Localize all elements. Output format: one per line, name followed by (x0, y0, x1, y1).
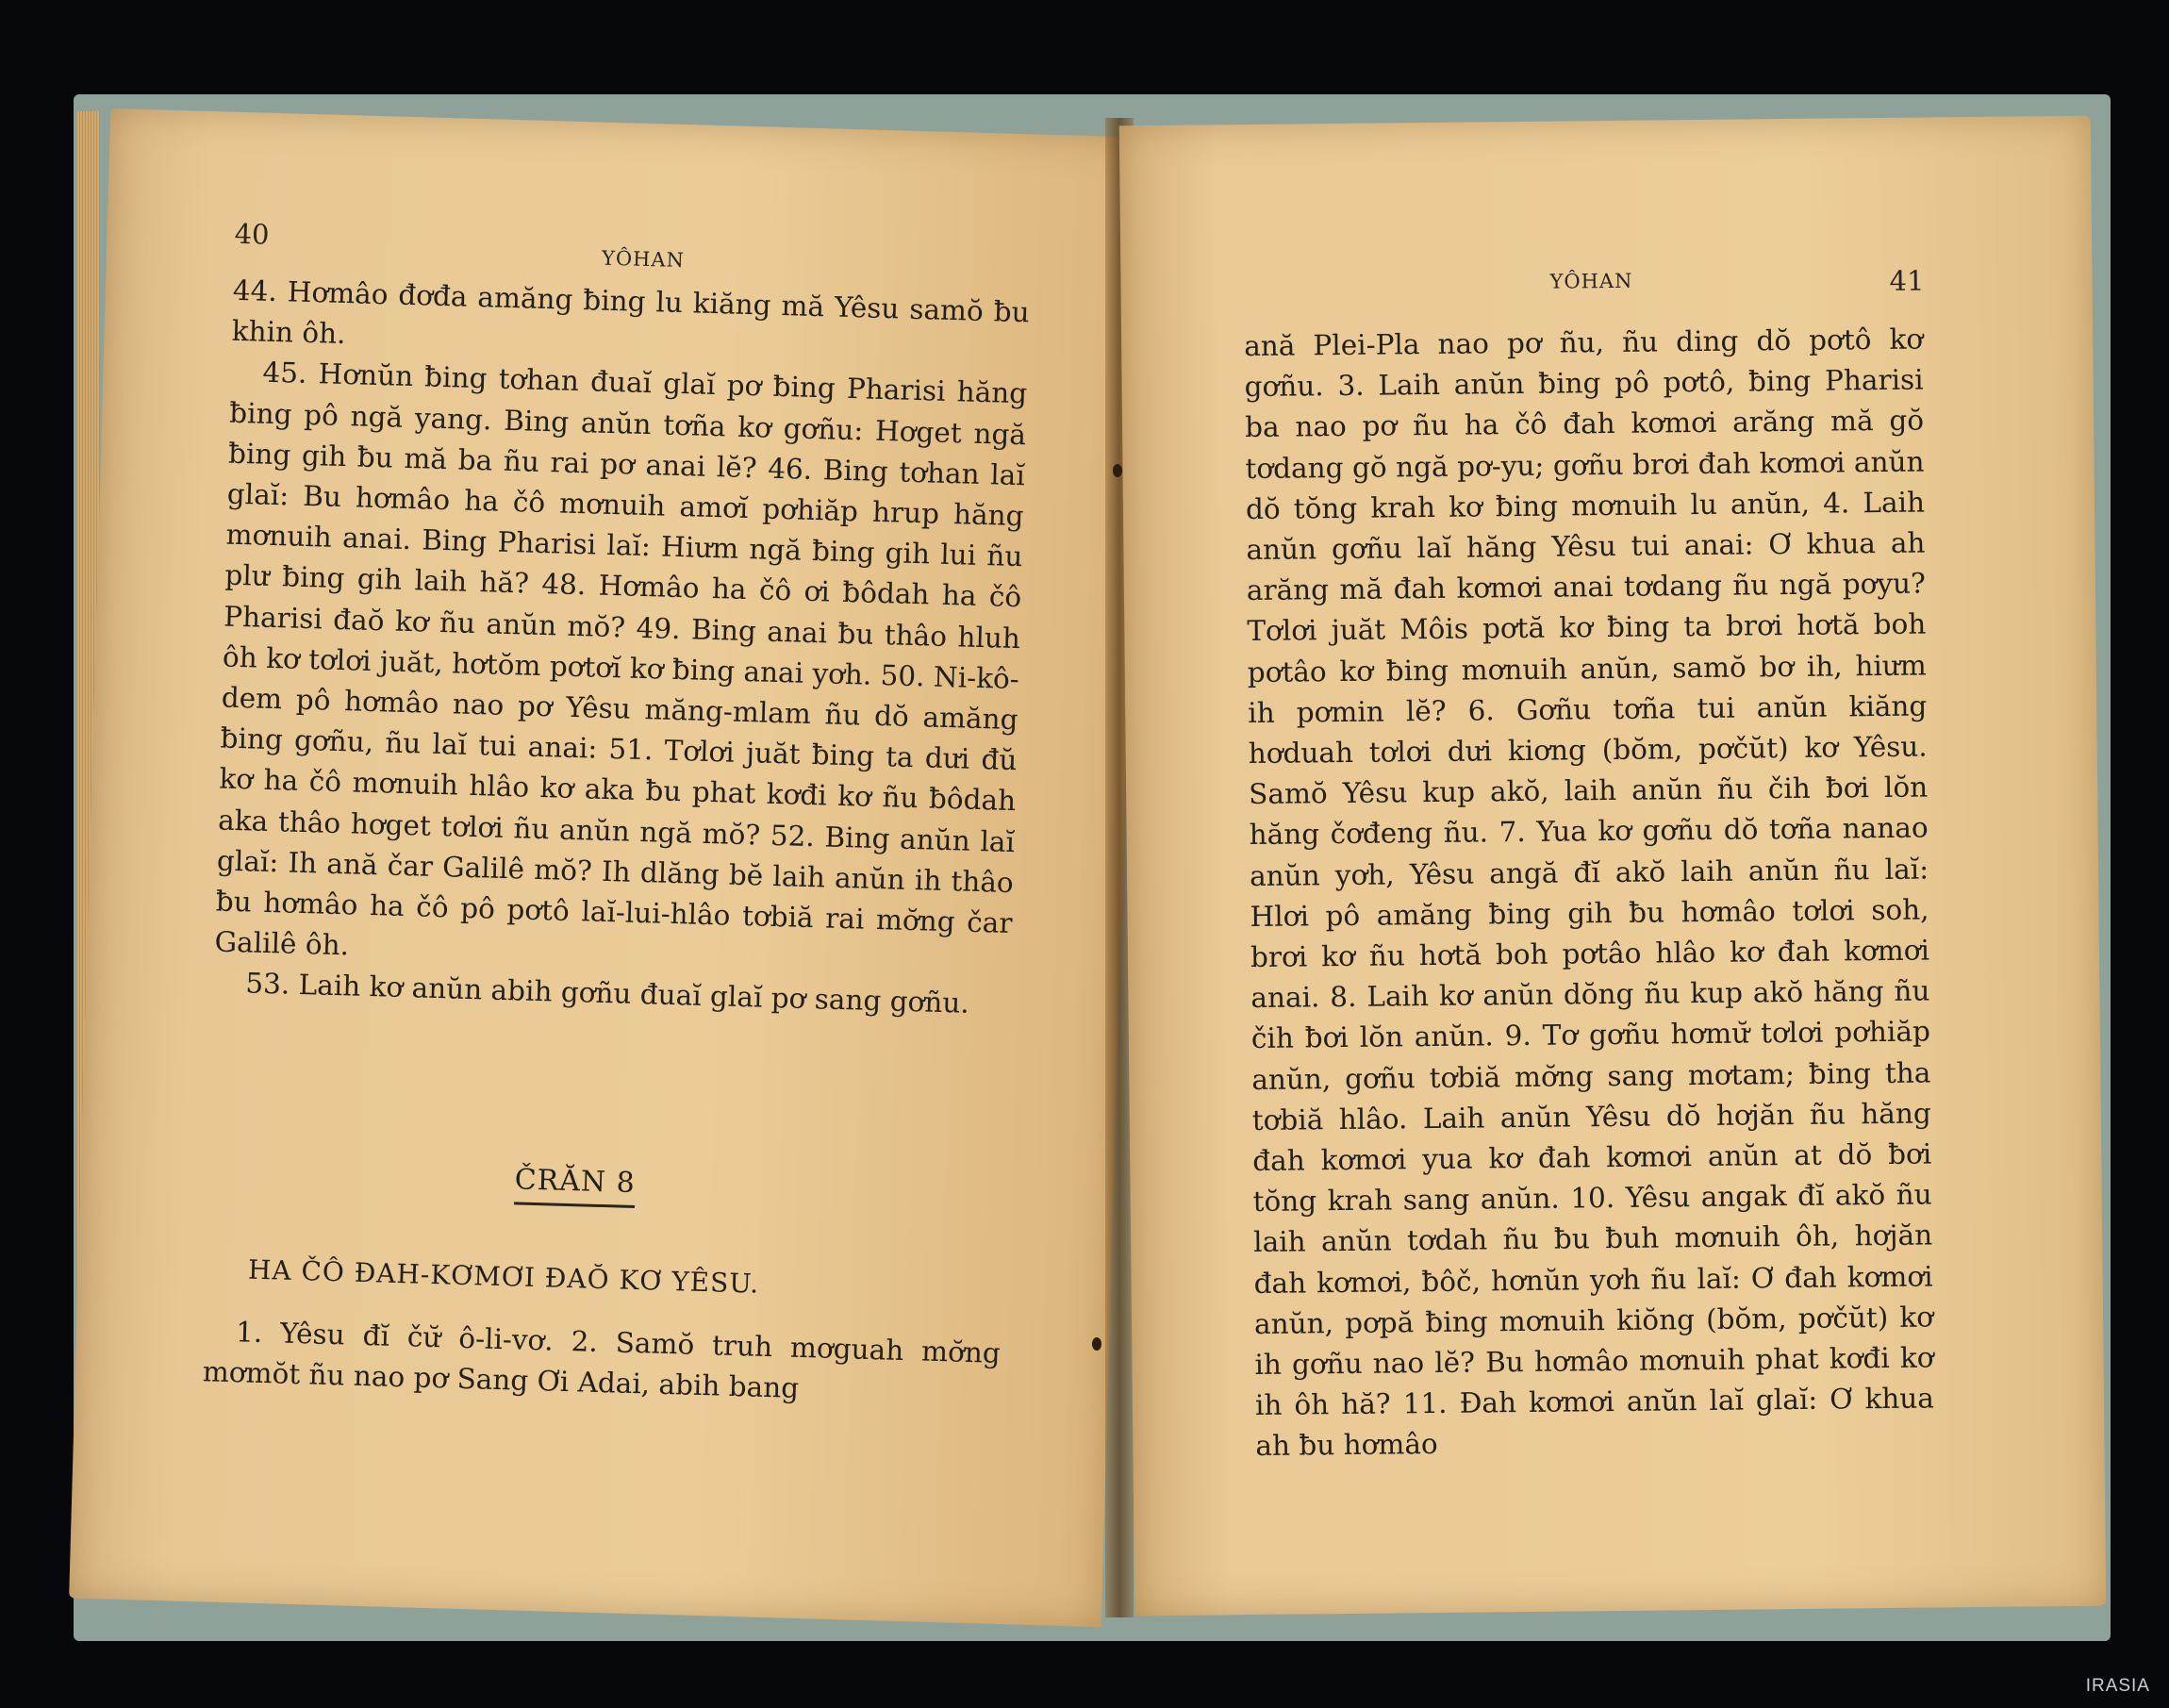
left-running-head: YÔHAN (601, 246, 686, 273)
right-running-head: YÔHAN (1549, 269, 1633, 293)
watermark: IRASIA (2085, 1676, 2150, 1696)
left-closing-text (202, 1311, 1001, 1415)
left-page (69, 108, 1143, 1627)
left-body-text (213, 271, 1030, 1026)
left-page-number: 40 (234, 217, 270, 251)
right-page-number: 41 (1889, 264, 1925, 297)
chapter-title: ČRĂN 8 (514, 1163, 636, 1208)
paragraph: 1. Yêsu đĭ čư̆ ô-li-vơ. 2. Samŏ truh mơguah mơ̆ng mơmŏt ñu nao pơ Sang Ơi Adai, abih bang (202, 1316, 1002, 1405)
right-page (1119, 116, 2106, 1617)
binding-hole (1092, 1337, 1101, 1351)
right-body-text (1244, 320, 1935, 1468)
binding-hole (1113, 464, 1122, 477)
paragraph: 53. Laih kơ anŭn abih gơñu đuaĭ glaĭ pơ sang gơñu. (244, 967, 970, 1020)
paragraph: 44. Hơmâo đơđa amăng ƀing lu kiăng mă Yêsu samŏ ƀu khin ôh. (231, 274, 1031, 351)
paragraph: ană Plei-Pla nao pơ ñu, ñu ding dŏ pơtô kơ gơñu. 3. Laih anŭn ƀing pô pơtô, ƀing Pharisi ba nao pơ ñu ha čô đah kơmơi arăng mă gŏ tơdang gŏ ngă pơ-yu; gơñu brơi đah kơmơi anŭn dŏ tŏng krah kơ ƀing mơnuih lu anŭn, 4. Laih anŭn gơñu laĭ hăng Yêsu tui anai: Ơ khua ah arăng mă đah kơmơi anai tơdang ñu ngă pơyu? Tơlơi juăt Môis pơtă kơ ƀing ta brơi hơtă boh pơtâo kơ ƀing mơnuih anŭn, samŏ bơ ih, hiưm ih pơmin lĕ? 6. Gơñu tơña tui anŭn kiăng hơduah tơlơi dưi kiơng (bŏm, pơčŭt) kơ Yêsu. Samŏ Yêsu kup akŏ, laih anŭn ñu čih ƀơi lŏn hăng čơđeng ñu. 7. Yua kơ gơñu dŏ tơña nanao anŭn yơh, Yêsu angă đĭ akŏ laih anŭn ñu laĭ: Hlơi pô amăng ƀing gih ƀu hơmâo tơlơi soh, brơi kơ ñu hơtă boh pơtâo hlâo kơ đah kơmơi anai. 8. Laih kơ anŭn dŏng ñu kup akŏ hăng ñu čih ƀơi lŏn anŭn. 9. Tơ gơñu hơmư̆ tơlơi pơhiăp anŭn, gơñu tơbiă mơ̆ng sang mơtam; ƀing tha tơbiă hlâo. Laih anŭn Yêsu dŏ hơjăn ñu hăng đah kơmơi yua kơ đah kơmơi anŭn at dŏ ƀơi tŏng krah sang anŭn. 10. Yêsu angak đĭ akŏ ñu laih anŭn tơdah ñu ƀu ƀuh mơnuih ôh, hơjăn đah kơmơi, ƀôč, hơnŭn yơh ñu laĭ: Ơ đah kơmơi anŭn, pơpă ƀing mơnuih kiŏng (bŏm, pơčŭt) kơ ih gơñu nao lĕ? Bu hơmâo mơnuih phat kơđi kơ ih ôh hă? 11. Đah kơmơi anŭn laĭ glaĭ: Ơ khua ah ƀu hơmâo (1244, 323, 1935, 1463)
section-heading: HA ČÔ ĐAH-KƠMƠI ĐAŎ KƠ YÊSU. (247, 1253, 760, 1300)
paragraph: 45. Hơnŭn ƀing tơhan đuaĭ glaĭ pơ ƀing Pharisi hăng ƀing pô ngă yang. Bing anŭn tơña kơ gơñu: Hơget ngă ƀing gih ƀu mă ba ñu rai pơ anai lĕ? 46. Bing tơhan laĭ glaĭ: Bu hơmâo ha čô mơnuih amơĭ pơhiăp hrup hăng mơnuih anai. Bing Pharisi laĭ: Hiưm ngă ƀing gih lui ñu plư ƀing gih laih hă? 48. Hơmâo ha čô ơi ƀôdah ha čô Pharisi đaŏ kơ ñu anŭn mŏ? 49. Bing anai ƀu thâo hluh ôh kơ tơlơi juăt, hơtŏm pơtơĭ kơ ƀing anai yơh. 50. Ni-kô-dem pô hơmâo nao pơ Yêsu măng-mlam ñu dŏ amăng ƀing gơñu, ñu laĭ tui anai: 51. Tơlơi juăt ƀing ta dưi đŭ kơ ha čô mơnuih hlâo kơ aka ƀu phat kơđi kơ ñu ƀôdah aka thâo hơget tơlơi ñu anŭn ngă mŏ? 52. Bing anŭn laĭ glaĭ: Ih ană čar Galilê mŏ? Ih dlăng bĕ laih anŭn ih thâo ƀu hơmâo ha čô pô pơtô laĭ-lui-hlâo tơbiă rai mơ̆ng čar Galilê ôh. (214, 357, 1028, 962)
